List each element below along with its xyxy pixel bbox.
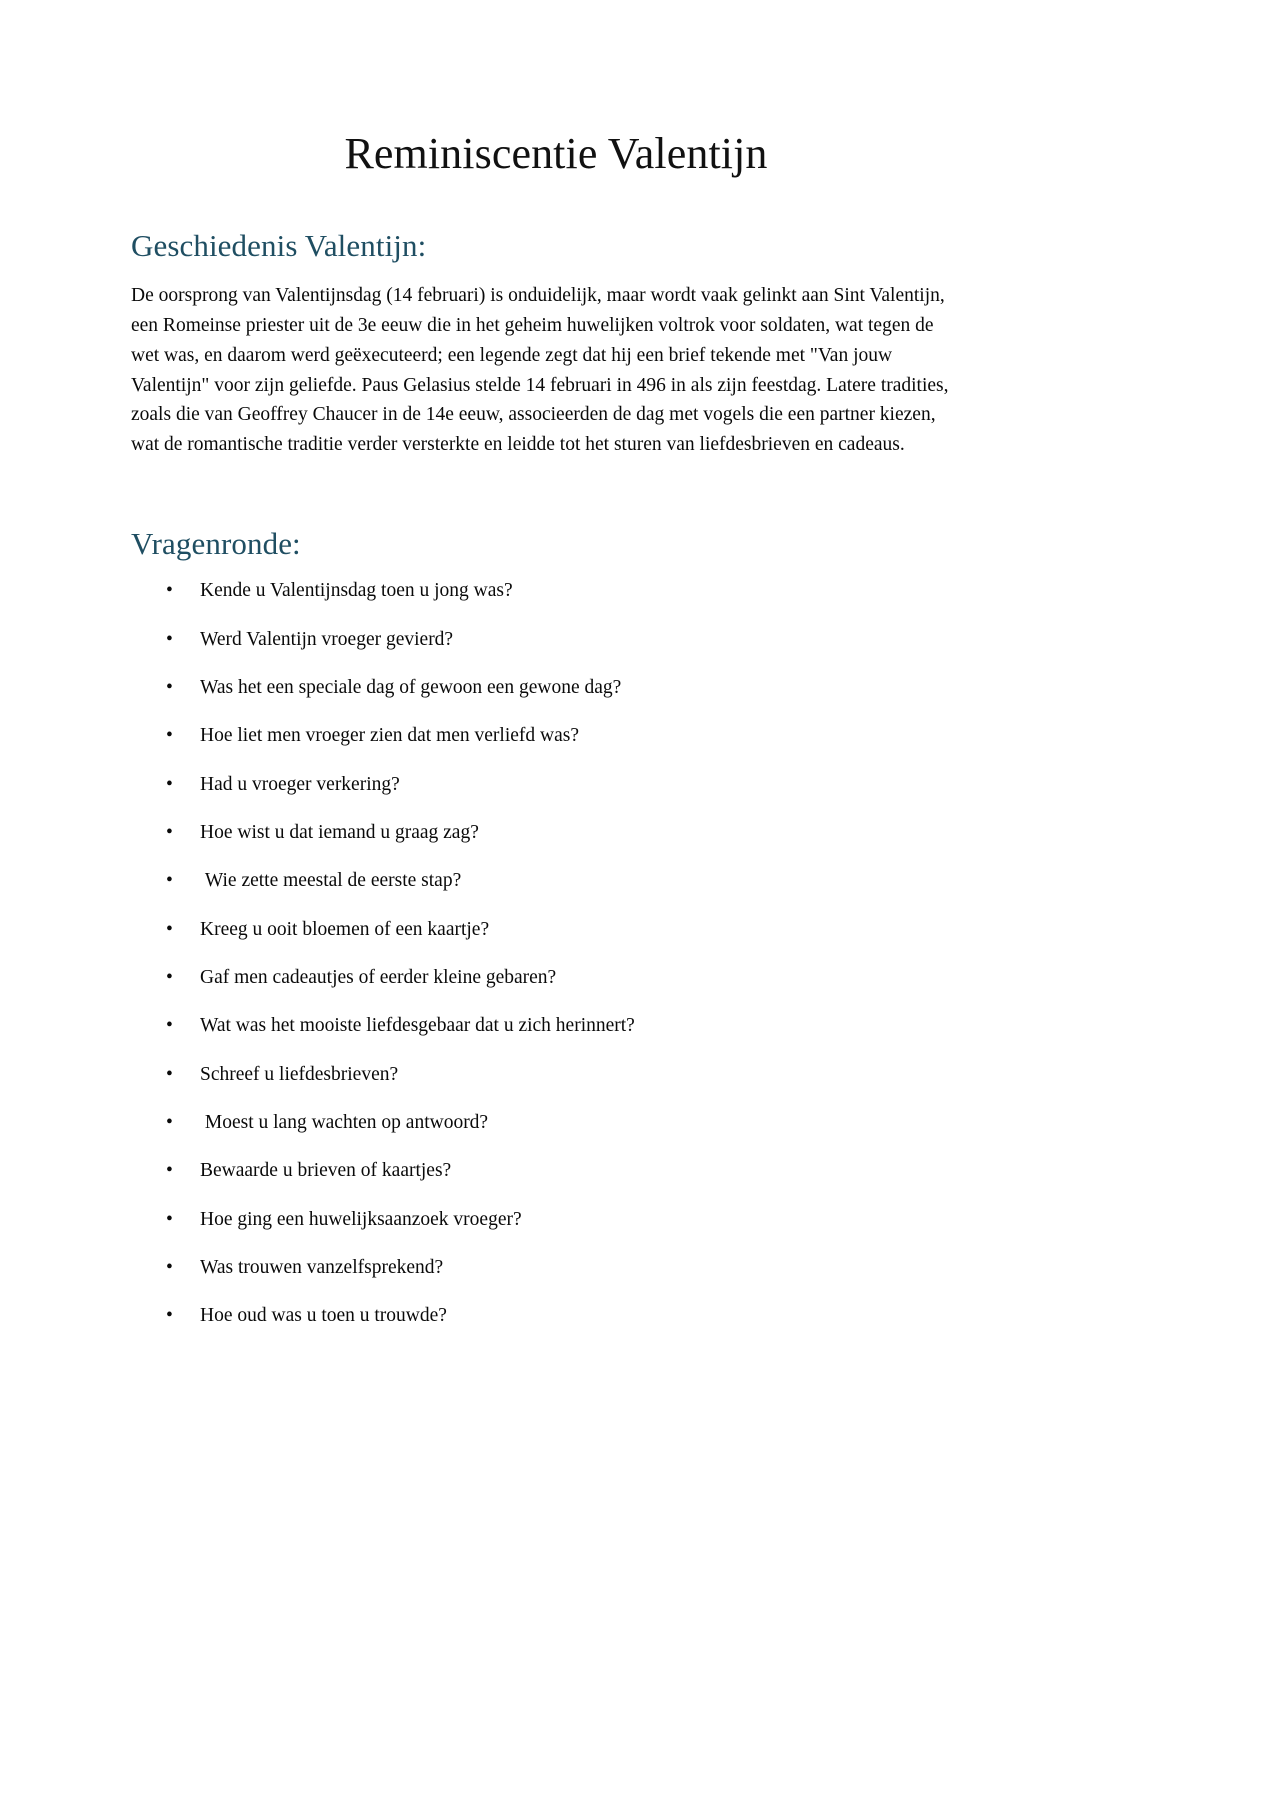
- list-item-label: Was trouwen vanzelfsprekend?: [200, 1257, 444, 1279]
- section-heading-questions: Vragenronde:: [131, 526, 301, 562]
- question-list: [131, 578, 981, 1329]
- list-item: [131, 578, 981, 603]
- bullet-icon: •: [166, 821, 173, 843]
- bullet-icon: •: [166, 1257, 173, 1279]
- list-item-label: Had u vroeger verkering?: [200, 773, 400, 795]
- list-item: [131, 917, 981, 942]
- bullet-icon: •: [166, 773, 173, 795]
- list-item: [131, 1013, 981, 1038]
- section-heading-history: Geschiedenis Valentijn:: [131, 227, 427, 263]
- list-item-label: Werd Valentijn vroeger gevierd?: [200, 628, 454, 650]
- bullet-icon: •: [166, 580, 173, 602]
- list-item: [131, 1255, 981, 1280]
- list-item: [131, 820, 981, 845]
- list-item: [131, 1303, 981, 1328]
- bullet-icon: •: [166, 1112, 173, 1134]
- page-title: Reminiscentie Valentijn: [344, 129, 768, 178]
- bullet-icon: •: [166, 1160, 173, 1182]
- list-item: [131, 1062, 981, 1087]
- list-item-label: Kreeg u ooit bloemen of een kaartje?: [200, 918, 490, 940]
- list-item-label: Kende u Valentijnsdag toen u jong was?: [200, 580, 513, 602]
- bullet-icon: •: [166, 676, 173, 698]
- bullet-icon: •: [166, 1305, 173, 1327]
- document-content: [131, 0, 981, 1352]
- list-item-label: Hoe wist u dat iemand u graag zag?: [200, 821, 479, 843]
- bullet-icon: •: [166, 870, 173, 892]
- bullet-icon: •: [166, 967, 173, 988]
- list-item: [131, 627, 981, 652]
- list-item-label: Was het een speciale dag of gewoon een gewone dag?: [200, 676, 622, 698]
- list-item-label: Wie zette meestal de eerste stap?: [200, 870, 462, 892]
- list-item: [131, 1110, 981, 1135]
- bullet-icon: •: [166, 918, 173, 940]
- list-item-label: Bewaarde u brieven of kaartjes?: [200, 1160, 452, 1182]
- list-item-label: Gaf men cadeautjes of eerder kleine gebaren?: [200, 967, 557, 988]
- bullet-icon: •: [166, 1015, 173, 1037]
- list-item: [131, 965, 981, 990]
- list-item: [131, 1207, 981, 1232]
- list-item-label: Hoe ging een huwelijksaanzoek vroeger?: [200, 1208, 522, 1230]
- list-item: [131, 868, 981, 893]
- list-item-label: Schreef u liefdesbrieven?: [200, 1063, 399, 1085]
- list-item: [131, 1158, 981, 1183]
- bullet-icon: •: [166, 628, 173, 650]
- list-item-label: Hoe oud was u toen u trouwde?: [200, 1305, 447, 1327]
- list-item-label: Wat was het mooiste liefdesgebaar dat u zich herinnert?: [200, 1015, 635, 1037]
- list-item: [131, 772, 981, 797]
- list-item-label: Hoe liet men vroeger zien dat men verliefd was?: [200, 725, 580, 747]
- list-item-label: Moest u lang wachten op antwoord?: [200, 1112, 489, 1134]
- history-paragraph: De oorsprong van Valentijnsdag (14 februari) is onduidelijk, maar wordt vaak gelinkt aan Sint Valentijn, een Romeinse priester uit de 3e eeuw die in het geheim huwelijken voltrok voor soldaten, wat tegen de wet was, en daarom werd geëxecuteerd; een legende zegt dat hij een brief tekende met "Van jouw Valentijn" voor zijn geliefde. Paus Gelasius stelde 14 februari in 496 in als zijn feestdag. Latere tradities, zoals die van Geoffrey Chaucer in de 14e eeuw, associeerden de dag met vogels die een partner kiezen, wat de romantische traditie verder versterkte en leidde tot het sturen van liefdesbrieven en cadeaus.: [131, 285, 949, 456]
- bullet-icon: •: [166, 725, 173, 747]
- bullet-icon: •: [166, 1063, 173, 1085]
- list-item: [131, 723, 981, 748]
- list-item: [131, 675, 981, 700]
- bullet-icon: •: [166, 1208, 173, 1230]
